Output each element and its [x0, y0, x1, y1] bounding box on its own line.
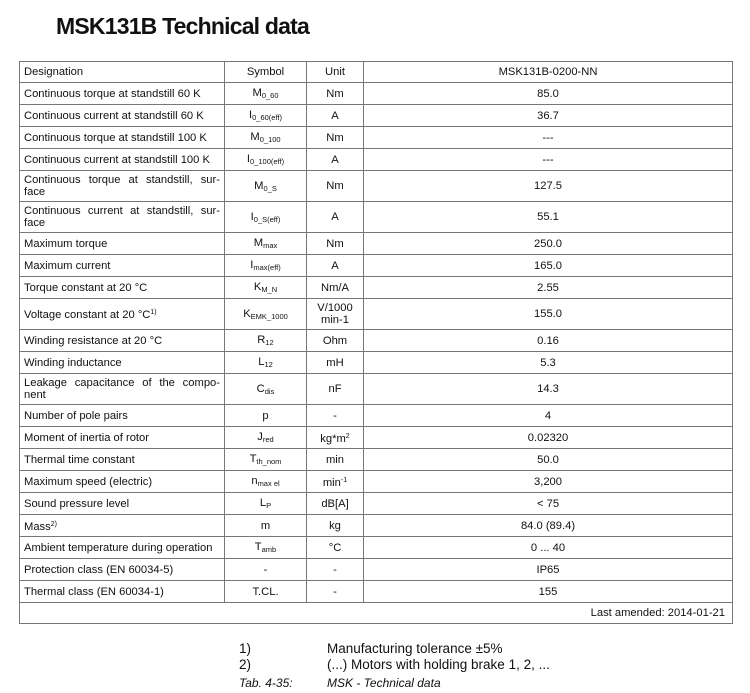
symbol-cell: [225, 515, 307, 537]
unit-cell: [307, 559, 364, 581]
unit-text: Nm: [326, 180, 344, 192]
designation-text: Maximum current: [24, 259, 111, 272]
unit-text: kg: [329, 519, 341, 532]
designation-cell: [20, 171, 225, 202]
symbol-text: n: [251, 475, 258, 487]
symbol-subscript: 0_60: [261, 91, 279, 100]
unit-cell: [307, 277, 364, 299]
symbol-cell: [225, 493, 307, 515]
value-cell: 2.55: [364, 277, 733, 299]
value-cell: 165.0: [364, 255, 733, 277]
symbol-text: K: [243, 307, 251, 320]
symbol-text: M: [254, 179, 264, 192]
value-cell: 5.3: [364, 352, 733, 374]
unit-cell: [307, 449, 364, 471]
value-cell: 14.3: [364, 374, 733, 405]
designation-cell: [20, 559, 225, 581]
symbol-text: m: [260, 519, 271, 532]
designation-cell: [20, 515, 225, 537]
value-cell: 0.16: [364, 330, 733, 352]
symbol-cell: [225, 330, 307, 352]
designation-cell: [20, 233, 225, 255]
unit-text: -: [333, 563, 337, 576]
unit-cell: [307, 255, 364, 277]
unit-text: A: [331, 211, 339, 223]
table-row: [20, 581, 733, 603]
symbol-cell: [225, 202, 307, 233]
value-cell: 127.5: [364, 171, 733, 202]
table-row: [20, 255, 733, 277]
symbol-subscript: M_N: [261, 285, 278, 294]
designation-text: Moment of inertia of rotor: [24, 431, 149, 444]
designation-cell: [20, 149, 225, 171]
designation-text: Maximum torque: [24, 237, 108, 250]
symbol-subscript: 0_60(eff): [252, 113, 282, 122]
symbol-text: K: [253, 281, 262, 293]
unit-cell: [307, 330, 364, 352]
unit-superscript: -1: [340, 476, 348, 484]
symbol-text: J: [257, 431, 263, 443]
symbol-cell: [225, 581, 307, 603]
amended-row: [20, 603, 733, 624]
unit-cell: [307, 515, 364, 537]
caption-number: Tab. 4-35:: [239, 676, 293, 690]
unit-text: Nm: [326, 131, 344, 144]
symbol-subscript: 0_100(eff): [250, 157, 285, 166]
unit-text: Nm/A: [321, 281, 349, 294]
value-cell: 250.0: [364, 233, 733, 255]
symbol-cell: [225, 105, 307, 127]
unit-text: min: [325, 453, 345, 466]
designation-text: Continuous current at standstill, sur-face: [24, 205, 220, 229]
unit-text: A: [331, 109, 339, 122]
value-cell: 0 ... 40: [364, 537, 733, 559]
symbol-subscript: th_nom: [256, 457, 282, 466]
unit-text: A: [331, 153, 339, 166]
header-unit: Unit: [307, 62, 364, 83]
symbol-cell: [225, 405, 307, 427]
table-row: [20, 471, 733, 493]
designation-cell: [20, 255, 225, 277]
table-row: [20, 405, 733, 427]
designation-cell: [20, 352, 225, 374]
value-cell: 50.0: [364, 449, 733, 471]
header-value: MSK131B-0200-NN: [364, 62, 733, 83]
designation-text: Continuous current at standstill 60 K: [24, 109, 204, 122]
designation-cell: [20, 330, 225, 352]
unit-cell: [307, 202, 364, 233]
symbol-text: -: [263, 563, 268, 576]
table-caption: [239, 676, 441, 690]
designation-text: Thermal time constant: [24, 453, 135, 466]
footnotes: [239, 641, 550, 673]
value-cell: 0.02320: [364, 427, 733, 449]
symbol-text: M: [253, 237, 264, 249]
symbol-subscript: P: [266, 501, 272, 510]
technical-data-table: [19, 61, 733, 624]
designation-text: Number of pole pairs: [24, 409, 128, 422]
symbol-text: L: [259, 497, 267, 509]
table-row: [20, 127, 733, 149]
table-row: [20, 83, 733, 105]
table-row: [20, 277, 733, 299]
table-row: [20, 233, 733, 255]
symbol-text: T: [249, 453, 257, 465]
caption-text: MSK - Technical data: [327, 676, 441, 690]
designation-text: Protection class (EN 60034-5): [24, 563, 174, 576]
symbol-subscript: 0_100: [259, 135, 281, 144]
value-cell: 55.1: [364, 202, 733, 233]
symbol-text: T.CL.: [252, 585, 279, 598]
unit-text: °C: [328, 541, 342, 554]
value-cell: IP65: [364, 559, 733, 581]
symbol-cell: [225, 83, 307, 105]
table-row: [20, 427, 733, 449]
table-row: [20, 537, 733, 559]
symbol-cell: [225, 427, 307, 449]
designation-cell: [20, 405, 225, 427]
designation-text: Thermal class (EN 60034-1): [24, 585, 164, 598]
symbol-text: L: [258, 356, 265, 368]
symbol-text: R: [257, 334, 266, 346]
unit-text: A: [331, 259, 339, 272]
unit-text: dB[A]: [321, 497, 349, 510]
unit-cell: [307, 537, 364, 559]
unit-cell: [307, 405, 364, 427]
value-cell: 84.0 (89.4): [364, 515, 733, 537]
designation-text: Continuous torque at standstill 100 K: [24, 131, 207, 144]
page-title: MSK131B Technical data: [56, 13, 309, 39]
value-cell: ---: [364, 127, 733, 149]
designation-text: Leakage capacitance of the compo-nent: [24, 377, 220, 401]
table-row: [20, 105, 733, 127]
table-row: [20, 330, 733, 352]
designation-text: Sound pressure level: [24, 497, 130, 510]
value-cell: < 75: [364, 493, 733, 515]
symbol-cell: [225, 233, 307, 255]
designation-cell: [20, 471, 225, 493]
table-row: [20, 449, 733, 471]
designation-cell: [20, 374, 225, 405]
symbol-text: I: [249, 109, 253, 121]
footnote-1: [239, 641, 550, 657]
symbol-subscript: 12: [265, 338, 274, 347]
designation-text: Continuous torque at standstill 60 K: [24, 87, 201, 100]
designation-text: Ambient temperature during operation: [24, 541, 213, 554]
unit-cell: [307, 493, 364, 515]
designation-text: Continuous current at standstill 100 K: [24, 153, 210, 166]
designation-text: Winding resistance at 20 °C: [24, 334, 163, 347]
table-row: [20, 149, 733, 171]
value-cell: 4: [364, 405, 733, 427]
value-cell: 85.0: [364, 83, 733, 105]
symbol-cell: [225, 352, 307, 374]
footnote-2: [239, 657, 550, 673]
footnote-ref: 2): [50, 520, 57, 528]
footnote-ref: 1): [150, 309, 157, 316]
symbol-cell: [225, 171, 307, 202]
designation-text: Winding inductance: [24, 356, 122, 369]
symbol-cell: [225, 471, 307, 493]
footnote-text: Manufacturing tolerance ±5%: [327, 641, 503, 656]
footnote-number: 1): [239, 641, 252, 656]
unit-cell: [307, 171, 364, 202]
unit-cell: [307, 149, 364, 171]
table-row: [20, 515, 733, 537]
symbol-subscript: dis: [264, 386, 275, 396]
symbol-subscript: 12: [264, 360, 273, 369]
symbol-cell: [225, 127, 307, 149]
symbol-cell: [225, 277, 307, 299]
designation-cell: [20, 277, 225, 299]
unit-superscript: 2: [345, 432, 350, 440]
value-cell: 155.0: [364, 299, 733, 330]
symbol-text: I: [250, 259, 254, 271]
unit-text: mH: [326, 356, 344, 369]
unit-cell: [307, 352, 364, 374]
unit-text: -: [333, 585, 337, 598]
designation-cell: [20, 127, 225, 149]
header-designation: Designation: [20, 62, 225, 83]
symbol-subscript: amb: [261, 545, 277, 554]
designation-cell: [20, 202, 225, 233]
table-body: [20, 83, 733, 603]
footnote-text: (...) Motors with holding brake 1, 2, ...: [327, 657, 550, 672]
unit-text: kg*m: [320, 432, 346, 445]
table-row: [20, 374, 733, 405]
symbol-text: T: [254, 541, 262, 553]
table-row: [20, 352, 733, 374]
unit-cell: [307, 105, 364, 127]
unit-cell: [307, 299, 364, 330]
designation-text: Mass: [24, 520, 51, 533]
value-cell: 155: [364, 581, 733, 603]
unit-text: Nm: [326, 87, 344, 100]
table-row: [20, 202, 733, 233]
symbol-text: M: [252, 87, 262, 99]
designation-cell: [20, 581, 225, 603]
symbol-cell: [225, 255, 307, 277]
unit-cell: [307, 427, 364, 449]
table-row: [20, 171, 733, 202]
value-cell: 36.7: [364, 105, 733, 127]
unit-text: V/1000 min-1: [317, 302, 353, 326]
symbol-cell: [225, 374, 307, 405]
symbol-text: C: [256, 382, 265, 395]
symbol-subscript: max(eff): [253, 263, 281, 272]
designation-cell: [20, 493, 225, 515]
symbol-subscript: red: [262, 435, 274, 444]
symbol-cell: [225, 559, 307, 581]
designation-text: Voltage constant at 20 °C: [24, 309, 151, 321]
symbol-subscript: max: [263, 241, 278, 250]
last-amended: Last amended: 2014-01-21: [20, 603, 733, 624]
designation-cell: [20, 449, 225, 471]
unit-text: -: [333, 409, 337, 422]
symbol-text: I: [246, 153, 251, 165]
unit-cell: [307, 127, 364, 149]
footnote-number: 2): [239, 657, 252, 672]
unit-cell: [307, 374, 364, 405]
table-header-row: [20, 62, 733, 83]
symbol-cell: [225, 449, 307, 471]
table-row: [20, 493, 733, 515]
table-row: [20, 559, 733, 581]
symbol-subscript: EMK_1000: [250, 311, 288, 321]
unit-cell: [307, 83, 364, 105]
designation-text: Torque constant at 20 °C: [24, 281, 148, 294]
designation-cell: [20, 105, 225, 127]
unit-cell: [307, 581, 364, 603]
designation-cell: [20, 83, 225, 105]
symbol-text: M: [250, 131, 260, 143]
designation-cell: [20, 427, 225, 449]
unit-text: Ohm: [322, 334, 348, 347]
symbol-text: p: [262, 409, 269, 422]
unit-cell: [307, 471, 364, 493]
value-cell: ---: [364, 149, 733, 171]
value-cell: 3,200: [364, 471, 733, 493]
designation-cell: [20, 299, 225, 330]
symbol-cell: [225, 299, 307, 330]
symbol-subscript: max el: [257, 479, 280, 488]
table-row: [20, 299, 733, 330]
unit-text: nF: [328, 383, 342, 395]
symbol-subscript: 0_S: [263, 183, 277, 193]
header-symbol: Symbol: [225, 62, 307, 83]
unit-cell: [307, 233, 364, 255]
unit-text: min: [322, 476, 341, 489]
designation-text: Maximum speed (electric): [24, 475, 153, 488]
symbol-text: I: [250, 210, 254, 223]
designation-text: Continuous torque at standstill, sur-face: [24, 174, 220, 198]
designation-cell: [20, 537, 225, 559]
symbol-subscript: 0_S(eff): [253, 214, 281, 224]
symbol-cell: [225, 537, 307, 559]
unit-text: Nm: [326, 237, 344, 250]
symbol-cell: [225, 149, 307, 171]
